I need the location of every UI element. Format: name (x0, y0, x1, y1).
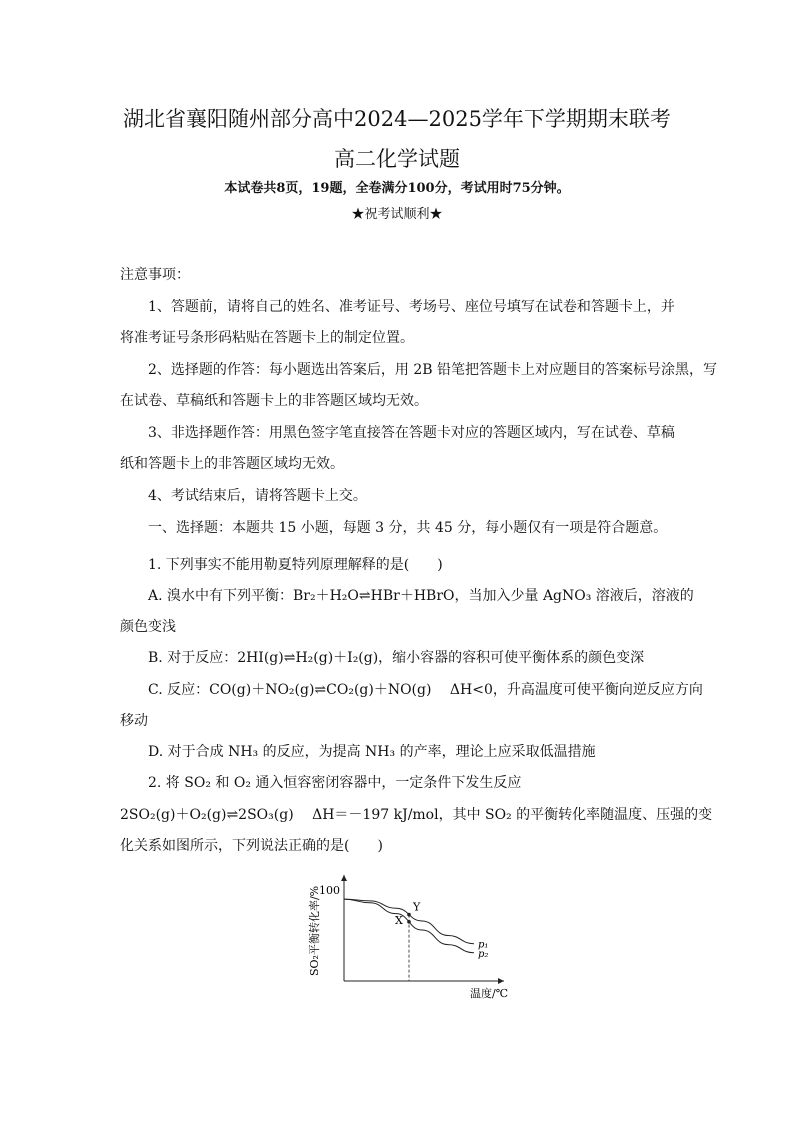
x-axis-arrow (498, 978, 504, 984)
point-x-label: X (395, 913, 403, 927)
point-x (407, 920, 411, 924)
question-2-stem-line-3: 化关系如图所示，下列说法正确的是( ) (120, 838, 383, 854)
exam-title: 湖北省襄阳随州部分高中2024—2025学年下学期期末联考 (123, 107, 671, 131)
note-1-line-2: 将准考证号条形码粘贴在答题卡上的制定位置。 (120, 330, 414, 346)
series-line-2 (344, 899, 474, 953)
y-axis-label: SO₂平衡转化率/% (308, 885, 321, 976)
x-axis-label: 温度/℃ (469, 987, 508, 1000)
question-1-option-b: B. 对于反应：2HI(g)⇌H₂(g)＋I₂(g)，缩小容器的容积可使平衡体系的颜色变深 (148, 650, 645, 666)
exam-subtitle: 高二化学试题 (334, 147, 460, 171)
notes-heading: 注意事项： (120, 267, 190, 283)
point-y (407, 913, 411, 917)
section-heading: 一、选择题：本题共 15 小题，每题 3 分，共 45 分，每小题仅有一项是符合题意。 (148, 520, 668, 536)
exam-info: 本试卷共8页，19题，全卷满分100分，考试用时75分钟。 (224, 181, 570, 196)
note-1-line-1: 1、答题前，请将自己的姓名、准考证号、考场号、座位号填写在试卷和答题卡上，并 (148, 299, 675, 315)
note-3-line-1: 3、非选择题作答：用黑色签字笔直接答在答题卡对应的答题区域内，写在试卷、草稿 (148, 425, 675, 441)
question-1-option-c-line-1: C. 反应：CO(g)＋NO₂(g)⇌CO₂(g)＋NO(g) ΔH<0，升高温度可使平衡向逆反应方向 (148, 682, 703, 698)
question-2-stem-line-2: 2SO₂(g)＋O₂(g)⇌2SO₃(g) ΔH＝－197 kJ/mol，其中 SO₂ 的平衡转化率随温度、压强的变 (120, 807, 713, 823)
question-1-option-d: D. 对于合成 NH₃ 的反应，为提高 NH₃ 的产率，理论上应采取低温措施 (148, 744, 596, 760)
question-1-stem: 1. 下列事实不能用勒夏特列原理解释的是( ) (148, 557, 443, 573)
series-label-2: p₂ (478, 948, 489, 960)
note-2-line-1: 2、选择题的作答：每小题选出答案后，用 2B 铅笔把答题卡上对应题目的答案标号涂黑，写 (148, 362, 718, 378)
question-1-option-a-line-1: A. 溴水中有下列平衡：Br₂＋H₂O⇌HBr＋HBrO，当加入少量 AgNO₃ 溶液后，溶液的 (148, 588, 694, 604)
y-tick-label: 100 (319, 884, 340, 897)
question-1-option-c-line-2: 移动 (120, 713, 148, 729)
question-2-stem-line-1: 2. 将 SO₂ 和 O₂ 通入恒容密闭容器中，一定条件下发生反应 (148, 775, 522, 791)
point-y-label: Y (413, 900, 421, 914)
exam-wish: ★祝考试顺利★ (351, 207, 443, 222)
note-4: 4、考试结束后，请将答题卡上交。 (148, 488, 367, 504)
series-label-1: p₁ (478, 939, 489, 951)
question-1-option-a-line-2: 颜色变浅 (120, 619, 176, 635)
y-axis-arrow (341, 875, 347, 881)
series-line-1 (344, 899, 474, 944)
note-2-line-2: 在试卷、草稿纸和答题卡上的非答题区域均无效。 (120, 393, 428, 409)
note-3-line-2: 纸和答题卡上的非答题区域均无效。 (120, 456, 344, 472)
